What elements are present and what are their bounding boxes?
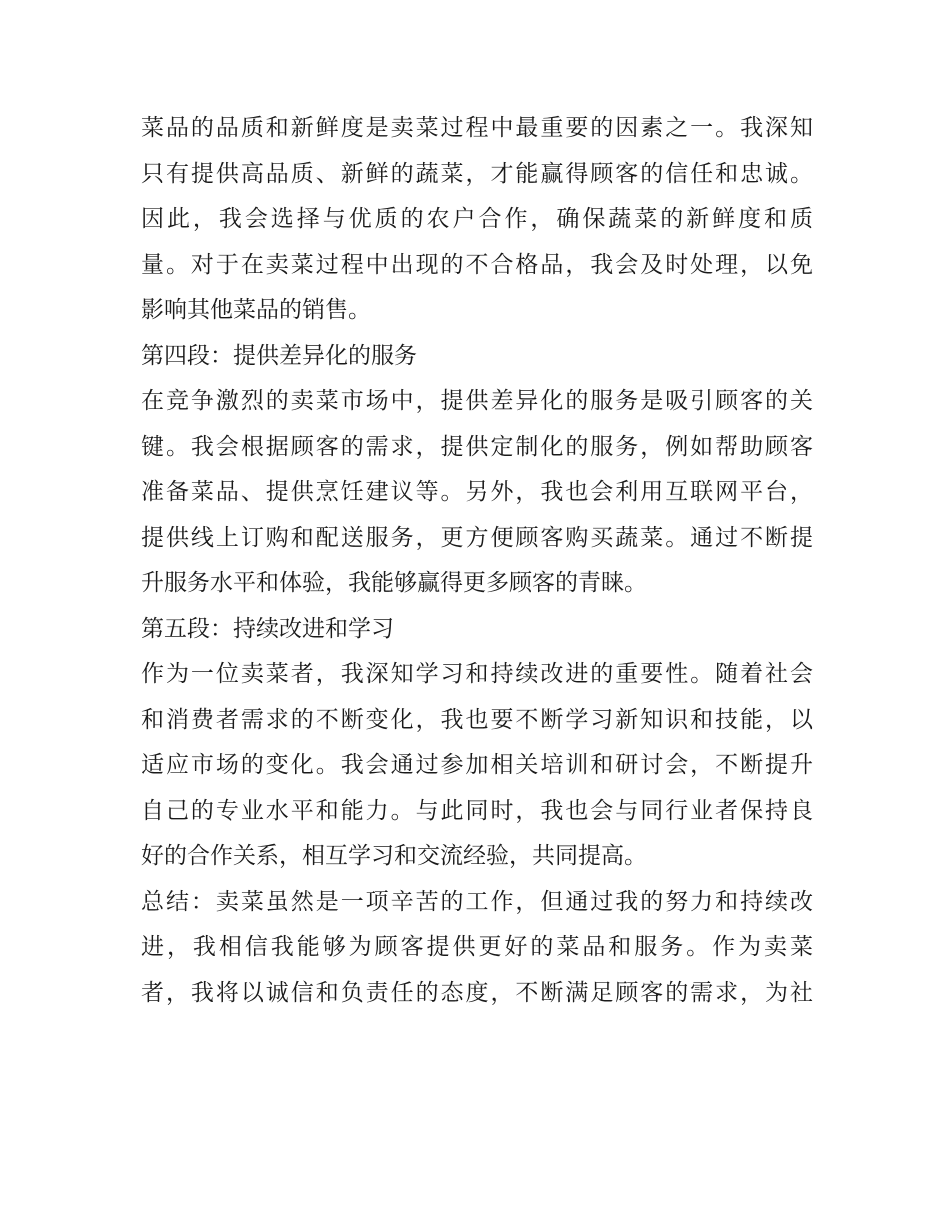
- text-line-8: 键。我会根据顾客的需求，提供定制化的服务，例如帮助顾客: [141, 433, 813, 460]
- section-heading-5: 第五段：持续改进和学习: [141, 615, 394, 642]
- text-line-15: 适应市场的变化。我会通过参加相关培训和研讨会，不断提升: [141, 752, 813, 778]
- text-line-20: 者，我将以诚信和负责任的态度，不断满足顾客的需求，为社: [141, 979, 813, 1006]
- text-line-2: 只有提供高品质、新鲜的蔬菜，才能赢得顾客的信任和忠诚。: [141, 160, 813, 187]
- text-line-4: 量。对于在卖菜过程中出现的不合格品，我会及时处理，以免: [141, 251, 813, 278]
- text-line-10: 提供线上订购和配送服务，更方便顾客购买蔬菜。通过不断提: [141, 524, 813, 551]
- text-line-14: 和消费者需求的不断变化，我也要不断学习新知识和技能，以: [141, 706, 813, 733]
- text-line-5: 影响其他菜品的销售。: [141, 297, 371, 323]
- text-line-1: 菜品的品质和新鲜度是卖菜过程中最重要的因素之一。我深知: [141, 115, 813, 141]
- text-line-7: 在竞争激烈的卖菜市场中，提供差异化的服务是吸引顾客的关: [141, 388, 813, 414]
- section-heading-4: 第四段：提供差异化的服务: [141, 342, 417, 369]
- text-line-13: 作为一位卖菜者，我深知学习和持续改进的重要性。随着社会: [141, 661, 813, 687]
- text-line-19: 进，我相信我能够为顾客提供更好的菜品和服务。作为卖菜: [141, 934, 813, 960]
- text-line-16: 自己的专业水平和能力。与此同时，我也会与同行业者保持良: [141, 797, 813, 824]
- text-line-3: 因此，我会选择与优质的农户合作，确保蔬菜的新鲜度和质: [141, 206, 813, 232]
- text-line-11: 升服务水平和体验，我能够赢得更多顾客的青睐。: [141, 570, 647, 596]
- text-line-9: 准备菜品、提供烹饪建议等。另外，我也会利用互联网平台，: [141, 479, 813, 505]
- text-line-18: 总结：卖菜虽然是一项辛苦的工作，但通过我的努力和持续改: [141, 888, 813, 915]
- document-body: [141, 106, 813, 1016]
- text-line-17: 好的合作关系，相互学习和交流经验，共同提高。: [141, 843, 647, 869]
